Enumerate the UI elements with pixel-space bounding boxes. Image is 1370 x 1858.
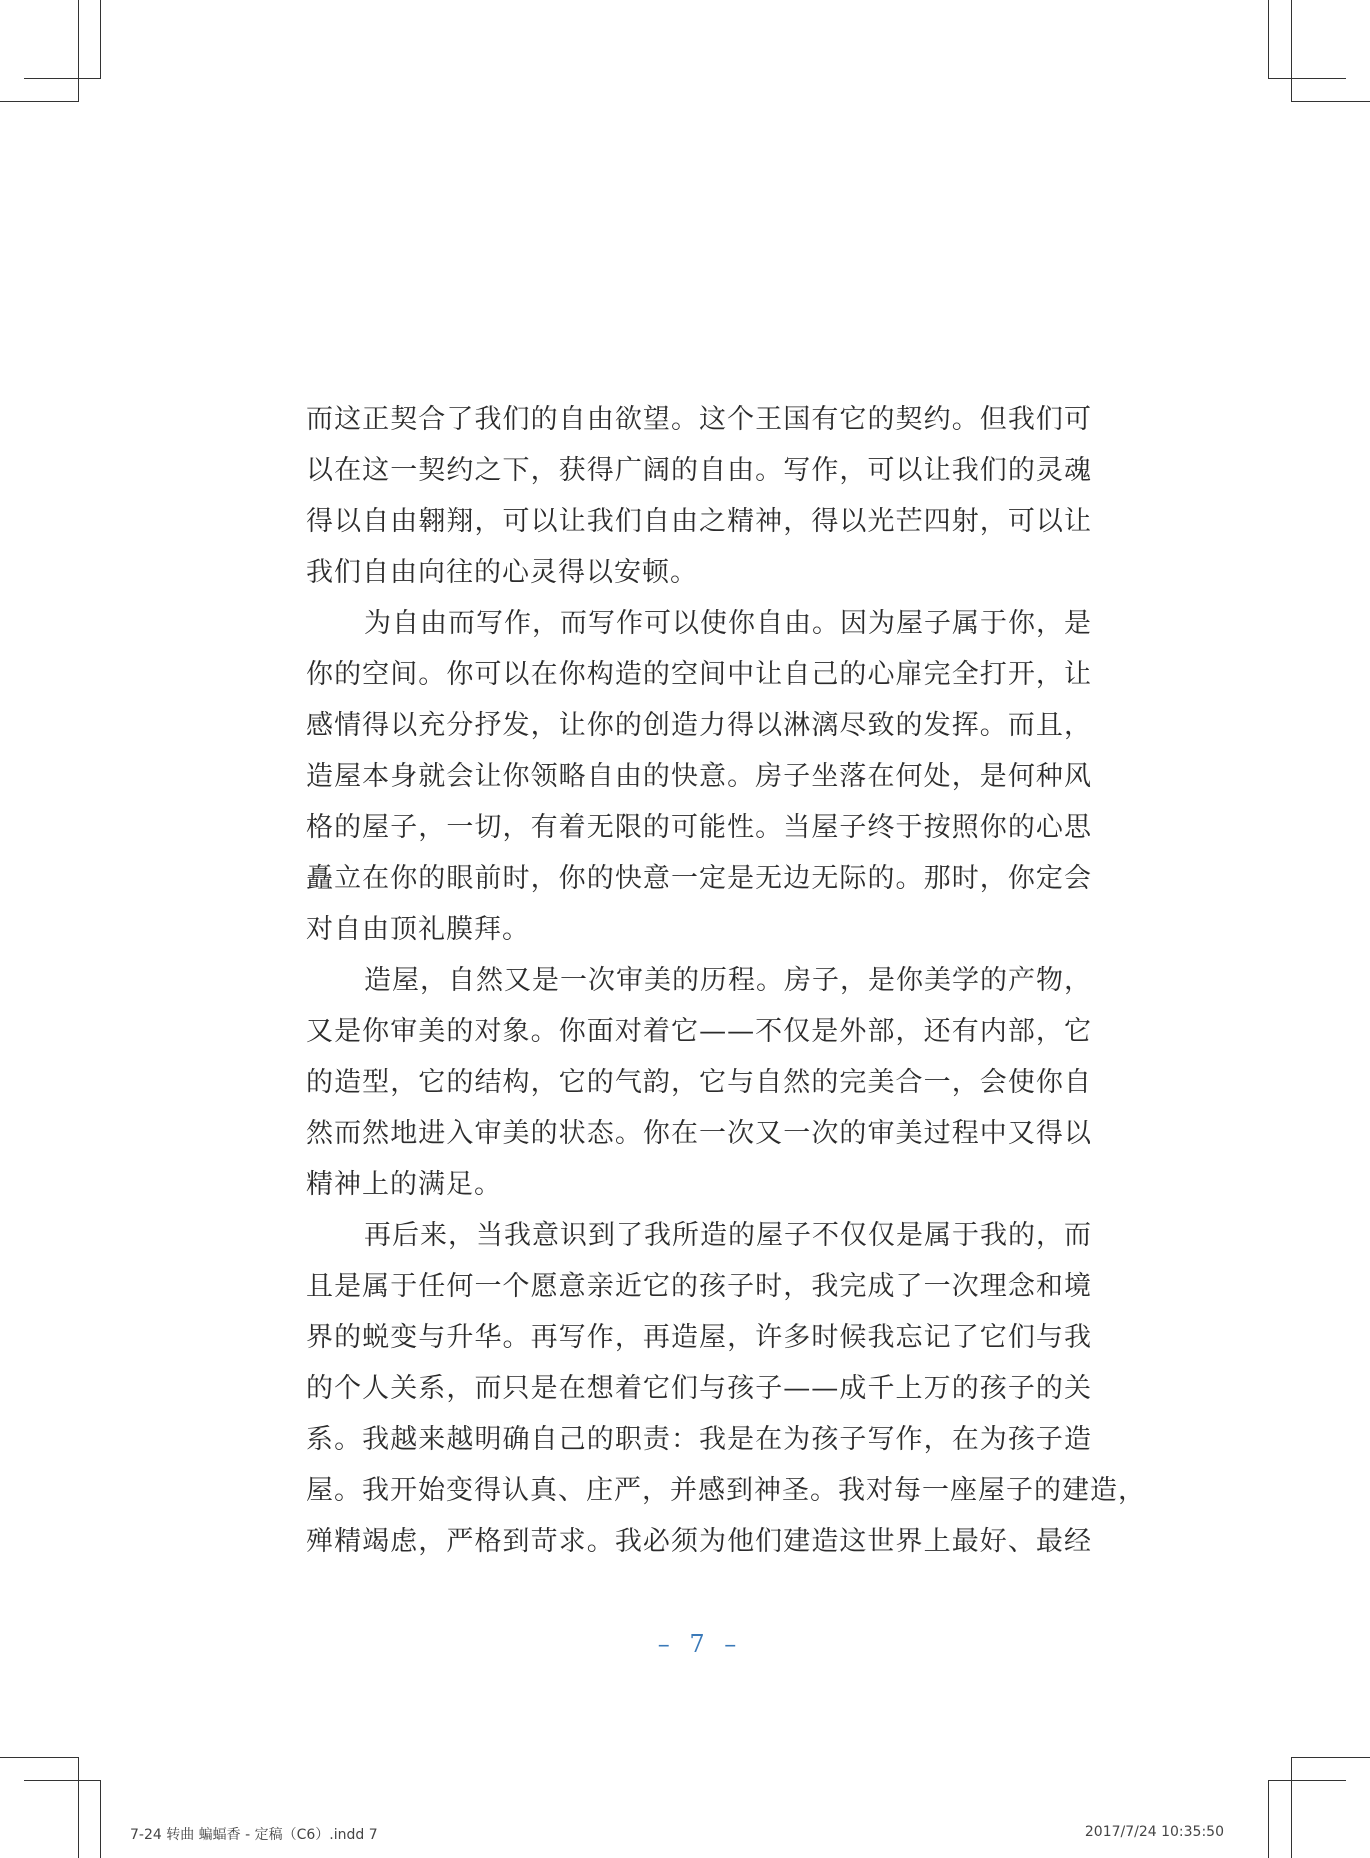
slug-timestamp: 2017/7/24 10:35:50: [1084, 1824, 1224, 1840]
text-line: 精神上的满足。: [306, 1169, 502, 1200]
text-line: 为自由而写作，而写作可以使你自由。因为屋子属于你，是: [364, 608, 1092, 639]
text-line: 矗立在你的眼前时，你的快意一定是无边无际的。那时，你定会: [306, 863, 1092, 894]
text-line: 以在这一契约之下，获得广阔的自由。写作，可以让我们的灵魂: [306, 455, 1092, 486]
text-line: 界的蜕变与升华。再写作，再造屋，许多时候我忘记了它们与我: [306, 1322, 1092, 1353]
crop-mark-bottom-right-vertical: [1291, 1757, 1292, 1858]
text-line: 感情得以充分抒发，让你的创造力得以淋漓尽致的发挥。而且，: [306, 710, 1092, 741]
text-line: 又是你审美的对象。你面对着它——不仅是外部，还有内部，它: [306, 1016, 1092, 1047]
crop-mark-bottom-right-horizontal-inner: [1268, 1780, 1346, 1781]
text-line: 且是属于任何一个愿意亲近它的孩子时，我完成了一次理念和境: [306, 1271, 1092, 1302]
text-line: 然而然地进入审美的状态。你在一次又一次的审美过程中又得以: [306, 1118, 1092, 1149]
text-line: 的个人关系，而只是在想着它们与孩子——成千上万的孩子的关: [306, 1373, 1092, 1404]
paragraph: [306, 598, 1092, 955]
crop-mark-top-left-horizontal-outer: [0, 101, 79, 102]
text-line: 造屋本身就会让你领略自由的快意。房子坐落在何处，是何种风: [306, 761, 1092, 792]
body-text: [306, 394, 1146, 1567]
crop-mark-bottom-left-horizontal: [0, 1757, 79, 1758]
text-line: 我们自由向往的心灵得以安顿。: [306, 557, 698, 588]
text-line: 你的空间。你可以在你构造的空间中让自己的心扉完全打开，让: [306, 659, 1092, 690]
crop-mark-bottom-left-vertical: [78, 1757, 79, 1858]
paragraph: [306, 955, 1092, 1210]
text-line: 格的屋子，一切，有着无限的可能性。当屋子终于按照你的心思: [306, 812, 1092, 843]
page-number-text: – 7 –: [657, 1630, 743, 1658]
crop-mark-top-right-vertical-outer: [1291, 0, 1292, 101]
crop-mark-bottom-right-horizontal: [1291, 1757, 1370, 1758]
crop-mark-top-right-horizontal: [1268, 78, 1346, 79]
crop-mark-bottom-left-vertical-inner: [100, 1780, 101, 1858]
page-number: [0, 1630, 1370, 1658]
crop-mark-top-left-vertical: [100, 0, 101, 78]
text-line: 殚精竭虑，严格到苛求。我必须为他们建造这世界上最好、最经: [306, 1526, 1092, 1557]
text-line: 得以自由翱翔，可以让我们自由之精神，得以光芒四射，可以让: [306, 506, 1092, 537]
paragraph: [306, 394, 1092, 598]
text-line: 而这正契合了我们的自由欲望。这个王国有它的契约。但我们可: [306, 404, 1092, 435]
crop-mark-top-left-vertical-outer: [78, 0, 79, 101]
text-line: 造屋，自然又是一次审美的历程。房子，是你美学的产物，: [364, 965, 1092, 996]
crop-mark-bottom-left-horizontal-inner: [24, 1780, 101, 1781]
slug-file-info: 7-24 转曲 蝙蝠香 - 定稿（C6）.indd 7: [130, 1827, 378, 1843]
crop-mark-top-right-horizontal-outer: [1291, 101, 1370, 102]
text-line: 的造型，它的结构，它的气韵，它与自然的完美合一，会使你自: [306, 1067, 1092, 1098]
crop-mark-top-left-horizontal: [24, 78, 101, 79]
text-line: 再后来，当我意识到了我所造的屋子不仅仅是属于我的，而: [364, 1220, 1092, 1251]
text-line: 系。我越来越明确自己的职责：我是在为孩子写作，在为孩子造: [306, 1424, 1092, 1455]
crop-mark-bottom-right-vertical-inner: [1268, 1780, 1269, 1858]
crop-mark-top-right-vertical: [1268, 0, 1269, 78]
text-line: 对自由顶礼膜拜。: [306, 914, 530, 945]
text-line: 屋。我开始变得认真、庄严，并感到神圣。我对每一座屋子的建造，: [306, 1475, 1146, 1506]
paragraph: [306, 1210, 1146, 1567]
